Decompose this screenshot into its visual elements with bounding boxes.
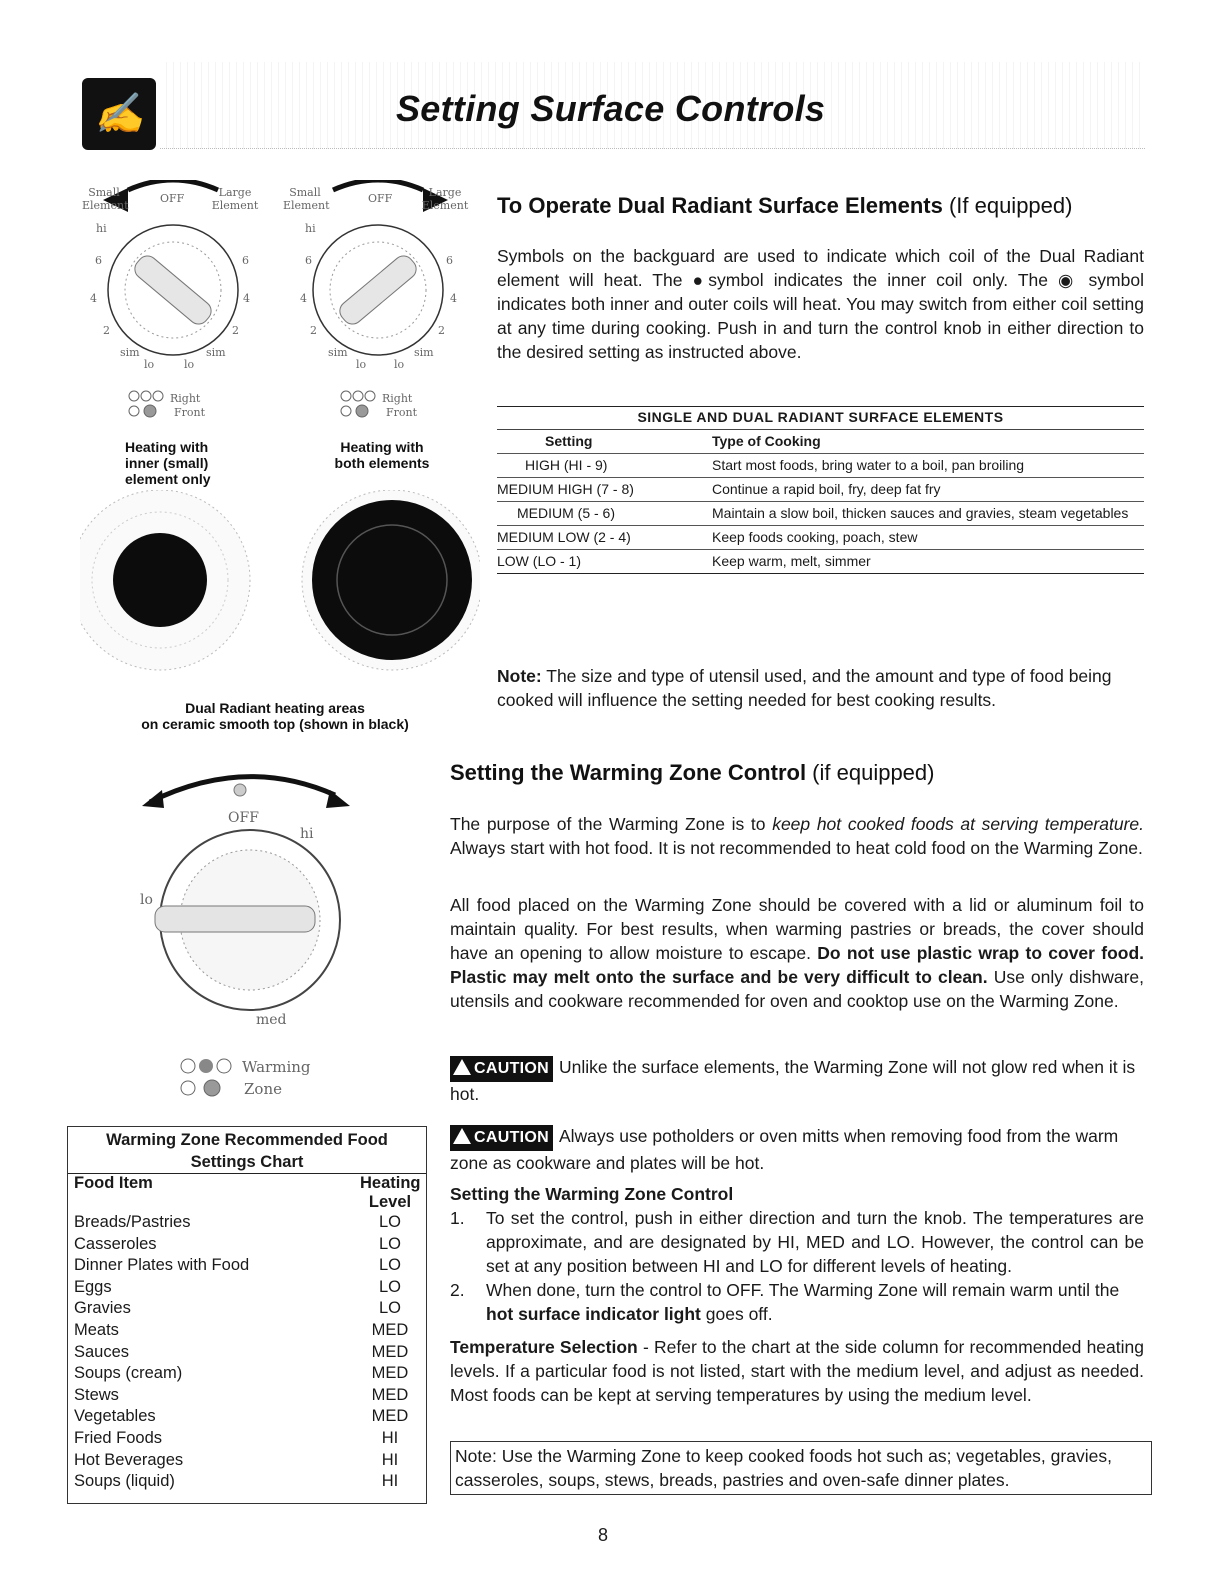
list-item: Casseroles LO [74,1234,401,1253]
knob-small-element-right: Small Element [283,186,330,212]
knob-6b-right: 6 [446,254,453,267]
temperature-selection: Temperature Selection - Refer to the chart at the side column for recommended heating levels. If a particular food is not listed, start with the medium level, and adjust as needed. Most foods can be kept at serving temperatures by using the medium level. [450,1337,1144,1405]
knob-6-right: 6 [305,254,312,267]
warming-steps [450,1206,1144,1326]
warming-knob-lo: lo [140,892,153,908]
knob-lo-right: lo [356,358,367,371]
inner-coil-dot-icon: ● [692,270,709,290]
knob-2-left: 2 [103,324,110,337]
knob-sim-b-left: sim [206,346,226,359]
list-item: Meats MED [74,1320,409,1339]
table-row: LOW (LO - 1) Keep warm, melt, simmer [497,553,871,569]
list-item: Dinner Plates with Food LO [74,1256,401,1275]
caution-badge: CAUTION [450,1056,553,1082]
caption-inner-element: Heating with inner (small) element only [125,439,211,487]
warning-icon [453,1128,471,1144]
list-item: Soups (cream) MED [74,1364,409,1383]
table-caption: SINGLE AND DUAL RADIANT SURFACE ELEMENTS [497,407,1144,430]
warming-cover-paragraph: All food placed on the Warming Zone should be covered with a lid or aluminum foil to maintain quality. For best results, when warming pastries or breads, the cover should have an opening to allow moisture to escape. Do not use plastic wrap to cover food. Plastic may melt onto the surface and be very difficult to clean. Use only dishware, utensils and cookware recommended for oven and cooktop use on the Warming Zone. [450,895,1144,1011]
utensil-note: Note: The size and type of utensil used, and the amount and type of food being cooked will influence the setting needed for best cooking results. [497,666,1112,710]
knob-off-right: OFF [368,192,393,205]
caution-potholders: CAUTION Always use potholders or oven mitts when removing food from the warm zone as cookware and plates will be hot. [450,1126,1119,1173]
warming-heading: Setting the Warming Zone Control (if equipped) [450,760,935,785]
list-item: Stews MED [74,1385,409,1404]
indicator-rear-left: Right [170,392,201,405]
knob-4b-left: 4 [243,292,250,305]
list-item: Gravies LO [74,1299,401,1318]
warming-label: Warming [242,1058,311,1076]
element-indicator-symbol-left [128,390,168,418]
list-item: Breads/Pastries LO [74,1213,401,1231]
warming-chart [67,1126,427,1504]
knob-2b-right: 2 [438,324,445,337]
warming-chart-header: Food Item Heating Level [68,1173,426,1212]
warming-knob-hi: hi [300,826,314,842]
knob-sim-right: sim [328,346,348,359]
dual-radiant-paragraph: Symbols on the backguard are used to indicate which coil of the Dual Radiant element will heat. The ●symbol indicates the inner coil only. The ◉ symbol indicates both inner and outer coils will heat. You may switch from either coil setting at any time during cooking. Push in and turn the control knob in either direction to the desired setting as instructed above. [497,246,1144,362]
radiant-settings-table [497,406,1144,574]
knob-lo-b-right: lo [394,358,405,371]
knob-lo-left: lo [144,358,155,371]
cooktop-hand-icon: ✍ [82,78,156,150]
knob-sim-left: sim [120,346,140,359]
warming-knob-med: med [256,1012,287,1028]
list-item: 2. When done, turn the control to OFF. The Warming Zone will remain warm until the hot surface indicator light goes off. [450,1280,1120,1324]
knob-lo-b-left: lo [184,358,195,371]
list-item: Eggs LO [74,1277,401,1296]
dual-radiant-heading: To Operate Dual Radiant Surface Elements (If equipped) [497,193,1073,218]
knob-hi-right: hi [305,222,316,235]
warming-knob-off: OFF [228,810,259,826]
table-row: HIGH (HI - 9) Start most foods, bring water to a boil, pan broiling [497,454,1144,478]
warning-icon [453,1059,471,1075]
caution-glow: CAUTION Unlike the surface elements, the Warming Zone will not glow red when it is hot. [450,1057,1136,1104]
knob-hi-left: hi [96,222,107,235]
knob-2-right: 2 [310,324,317,337]
knob-4-right: 4 [300,292,307,305]
cooktop-heating-areas-illustration [80,490,480,675]
list-item: Fried Foods HI [74,1428,399,1447]
knob-sim-b-right: sim [414,346,434,359]
indicator-front-left: Front [174,406,206,419]
table-row: MEDIUM (5 - 6) Maintain a slow boil, thicken sauces and gravies, steam vegetables [497,502,1144,526]
page-title: Setting Surface Controls [396,88,826,129]
knob-6-left: 6 [95,254,102,267]
warming-knob-illustration [140,760,360,1030]
list-item: Hot Beverages HI [74,1450,399,1469]
knob-small-element-left: Small Element [82,186,129,212]
warming-subheading: Setting the Warming Zone Control [450,1184,734,1204]
both-coils-icon: ◉ [1058,270,1089,290]
warming-note-box: Note: Use the Warming Zone to keep cooked foods hot such as; vegetables, gravies, casseroles, soups, stews, breads, pastries and oven-safe dinner plates. [450,1441,1152,1495]
zone-label: Zone [244,1080,282,1098]
knob-6b-left: 6 [242,254,249,267]
list-item: Soups (liquid) HI [74,1472,399,1491]
list-item: Vegetables MED [74,1407,409,1426]
caption-dual-radiant-areas: Dual Radiant heating areas on ceramic smooth top (shown in black) [141,700,409,732]
table-row: MEDIUM LOW (2 - 4) Keep foods cooking, poach, stew [497,526,1144,550]
list-item: 1. To set the control, push in either direction and turn the knob. The temperatures are approximate, and are designated by HI, MED and LO. However, the control can be set at any position between HI and LO for different levels of heating. [450,1208,1144,1276]
knob-off-left: OFF [160,192,185,205]
warming-zone-indicator-symbol [180,1058,234,1098]
knob-2b-left: 2 [232,324,239,337]
element-indicator-symbol-right [340,390,380,418]
table-row: MEDIUM HIGH (7 - 8) Continue a rapid boil, fry, deep fat fry [497,478,1144,502]
table-header-row: Setting Type of Cooking [497,430,1144,454]
indicator-front-right: Front [386,406,418,419]
list-item: Sauces MED [74,1342,409,1361]
caution-badge: CAUTION [450,1125,553,1151]
caption-both-elements: Heating with both elements [334,439,430,471]
page-number: 8 [598,1525,609,1545]
knob-4b-right: 4 [450,292,457,305]
knob-4-left: 4 [90,292,97,305]
warming-purpose-paragraph: The purpose of the Warming Zone is to keep hot cooked foods at serving temperature. Always start with hot food. It is not recommended to heat cold food on the Warming Zone. [450,814,1144,858]
indicator-rear-right: Right [382,392,413,405]
knob-large-element-left: Large Element [211,186,259,212]
knob-large-element-right: Large Element [421,186,469,212]
warming-chart-title: Warming Zone Recommended Food Settings Chart [106,1131,388,1171]
